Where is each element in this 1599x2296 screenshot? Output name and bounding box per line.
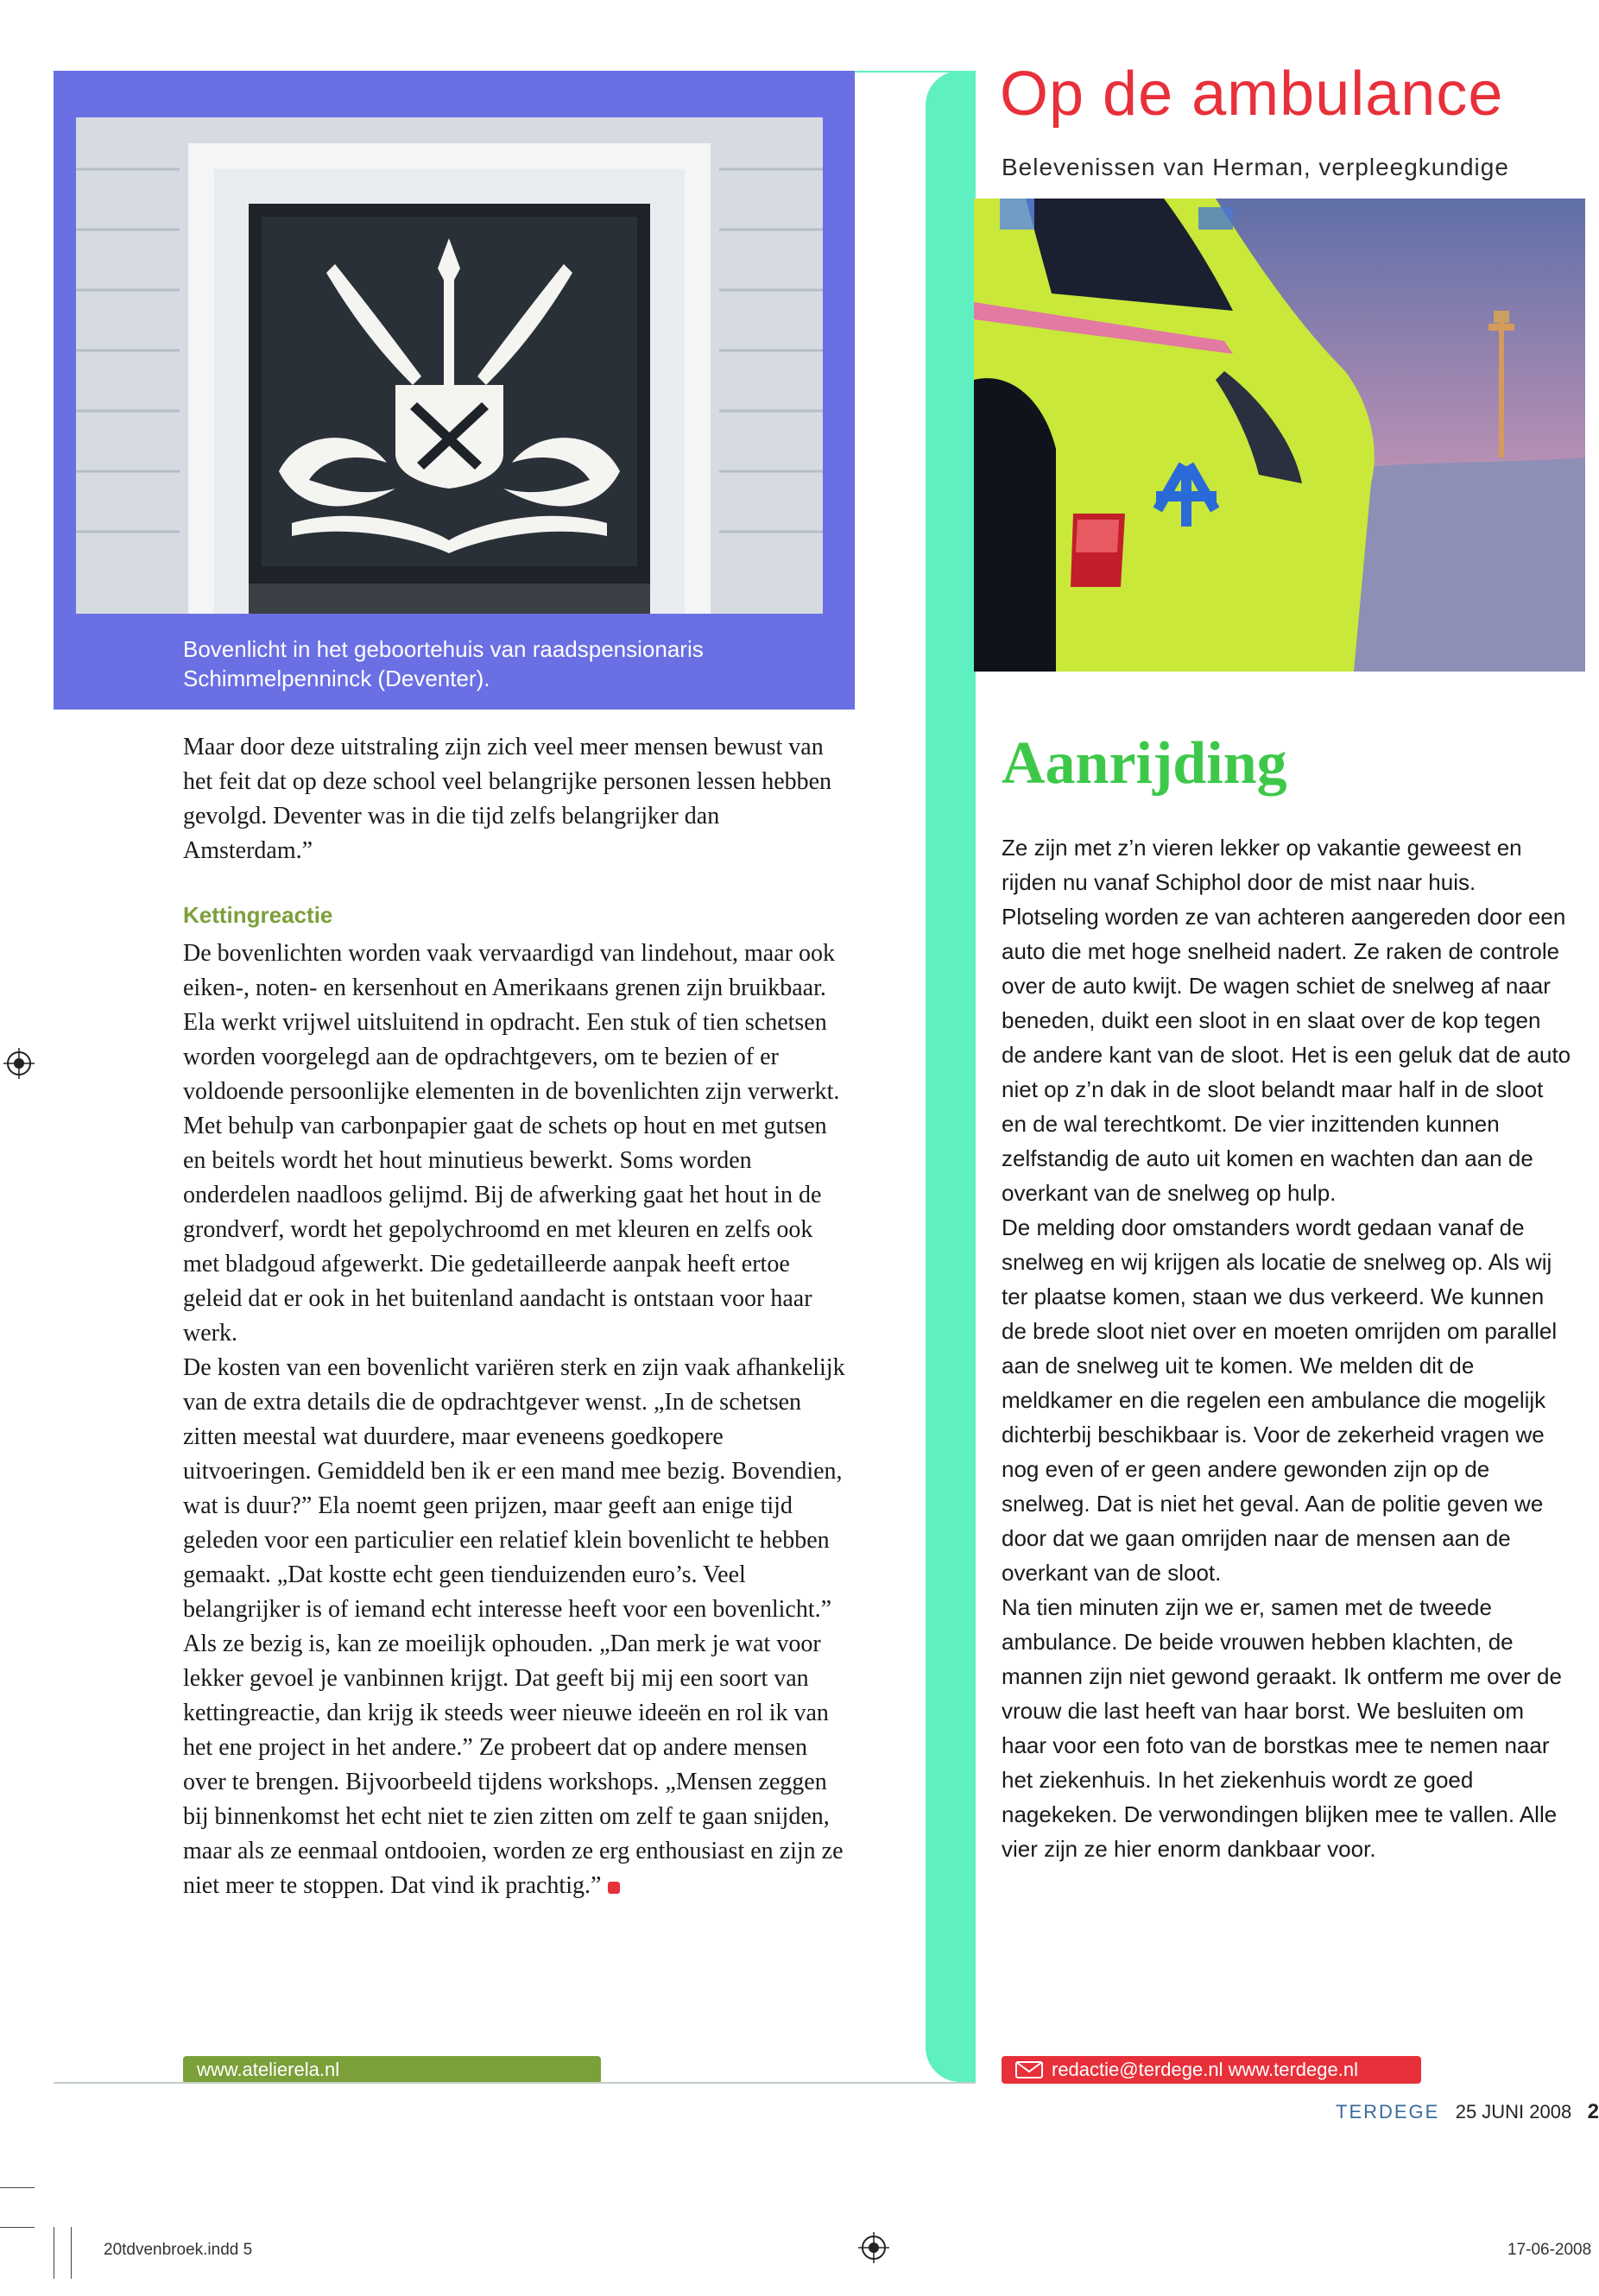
crop-mark bbox=[71, 2227, 72, 2279]
column-subtitle: Belevenissen van Herman, verpleegkundige bbox=[1002, 154, 1509, 180]
ambulance-photo bbox=[974, 199, 1585, 672]
photo-caption: Bovenlicht in het geboortehuis van raadspensionaris Schimmelpenninck (Deventer). bbox=[183, 636, 704, 691]
mail-icon bbox=[1015, 2061, 1043, 2078]
contact-link[interactable]: redactie@terdege.nl www.terdege.nl bbox=[1002, 2056, 1421, 2084]
body-paragraph: Na tien minuten zijn we er, samen met de tweede ambulance. De beide vrouwen hebben klachten, de mannen zijn niet gewond geraakt. Ik ontferm me over de vrouw die last heeft van haar borst. We besluiten om haar voor een foto van de borstkas mee te nemen naar het ziekenhuis. In het ziekenhuis wordt ze goed nagekeken. De verwondingen blijken mee te vallen. Alle vier zijn ze hier enorm dankbaar voor. bbox=[1002, 1594, 1562, 1862]
body-paragraph: De melding door omstanders wordt gedaan vanaf de snelweg en wij krijgen als locatie de snelweg op. Als wij ter plaatse komen, staan we dus verkeerd. We kunnen de brede sloot niet over en moeten omrijden om parallel aan de snelweg uit te komen. We melden dit de meldkamer en die regelen een ambulance die mogelijk dichterbij beschikbaar is. Voor de zekerheid vragen we nog even of er geen andere gewonden zijn op de snelweg. Dat is niet het geval. Aan de politie geven we door dat we gaan omrijden naar de mensen aan de overkant van de sloot. bbox=[1002, 1214, 1558, 1586]
registration-mark-icon bbox=[3, 1048, 35, 1079]
ambulance-illustration bbox=[974, 199, 1585, 672]
article-headline: Aanrijding bbox=[1002, 730, 1287, 797]
column-accent-bar bbox=[926, 71, 976, 2082]
body-paragraph: De kosten van een bovenlicht variëren sterk en zijn vaak afhankelijk van de extra details die de opdrachtgever wenst. „In de schetsen zitten meestal wat duurdere, maar eveneens goedkopere uitvoeringen. Gemiddeld ben ik er een mand mee bezig. Bovendien, wat is duur?” Ela noemt geen prijzen, maar geeft aan enige tijd geleden voor een particulier een relatief klein bovenlicht te hebben gemaakt. „Dat kostte echt geen tienduizenden euro’s. Veel belangrijker is of iemand echt interesse heeft voor een bovenlicht.” bbox=[183, 1354, 845, 1623]
page-number: 2 bbox=[1587, 2100, 1599, 2123]
website-link[interactable]: www.atelierela.nl bbox=[183, 2056, 601, 2084]
print-slug-date: 17-06-2008 bbox=[1507, 2241, 1592, 2259]
transom-window-illustration bbox=[76, 117, 823, 614]
magazine-name: TERDEGE bbox=[1336, 2101, 1440, 2123]
crop-mark bbox=[0, 2227, 35, 2228]
transom-window-photo bbox=[76, 117, 823, 614]
body-paragraph: Als ze bezig is, kan ze moeilijk ophouden. „Dan merk je wat voor lekker gevoel je vanbinnen krijgt. Dat geeft bij mij een soort van kettingreactie, dan krijg ik steeds weer nieuwe ideeën en rol ik van het ene project in het andere.” Ze probeert dat op andere mensen over te brengen. Bijvoorbeeld tijdens workshops. „Mensen zeggen bij binnenkomst het echt niet te zien zitten om zelf te gaan snijden, maar als ze eenmaal ontdooien, worden ze erg enthousiast en zijn ze niet meer te stoppen. Dat vind ik prachtig.” bbox=[183, 1631, 844, 1899]
page-footer bbox=[1336, 2100, 1599, 2124]
registration-mark-icon bbox=[858, 2232, 889, 2263]
end-mark-icon bbox=[608, 1882, 620, 1894]
column-body bbox=[1002, 830, 1571, 1866]
body-paragraph: Ze zijn met z’n vieren lekker op vakantie geweest en rijden nu vanaf Schiphol door de mist naar huis. Plotseling worden ze van achteren aangereden door een auto die met hoge snelheid nadert. Ze raken de controle over de auto kwijt. De wagen schiet de snelweg af naar beneden, duikt een sloot in en slaat over de kop tegen de andere kant van de sloot. Het is een geluk dat de auto niet op z’n dak in de sloot belandt maar half in de sloot en de wal terechtkomt. De vier inzittenden kunnen zelfstandig de auto uit komen en wachten dan aan de overkant van de snelweg op hulp. bbox=[1002, 835, 1571, 1206]
issue-date: 25 JUNI 2008 bbox=[1455, 2101, 1572, 2123]
print-slug-filename: 20tdvenbroek.indd 5 bbox=[104, 2241, 253, 2259]
article-body bbox=[183, 937, 848, 1903]
divider bbox=[54, 2082, 976, 2084]
crop-mark bbox=[0, 2187, 35, 2188]
column-title: Op de ambulance bbox=[1000, 60, 1504, 129]
intro-paragraph: Maar door deze uitstraling zijn zich veel meer mensen bewust van het feit dat op deze school veel belangrijke personen lessen hebben gevolgd. Deventer was in die tijd zelfs belangrijker dan Amsterdam.” bbox=[183, 734, 832, 864]
section-subheading: Kettingreactie bbox=[183, 902, 333, 928]
body-paragraph: De bovenlichten worden vaak vervaardigd van lindehout, maar ook eiken-, noten- en kersenhout en Amerikaans grenen zijn bruikbaar. Ela werkt vrijwel uitsluitend in opdracht. Een stuk of tien schetsen worden voorgelegd aan de opdrachtgevers, om te bezien of er voldoende persoonlijke elementen in de bovenlichten zijn verwerkt. Met behulp van carbonpapier gaat de schets op hout en met gutsen en beitels wordt het hout minutieus bewerkt. Soms worden onderdelen naadloos gelijmd. Bij de afwerking gaat het hout in de grondverf, wordt het gepolychroomd en met kleuren en zelfs ook met bladgoud afgewerkt. Die gedetailleerde aanpak heeft ertoe geleid dat er ook in het buitenland aandacht is ontstaan voor haar werk. bbox=[183, 940, 840, 1347]
